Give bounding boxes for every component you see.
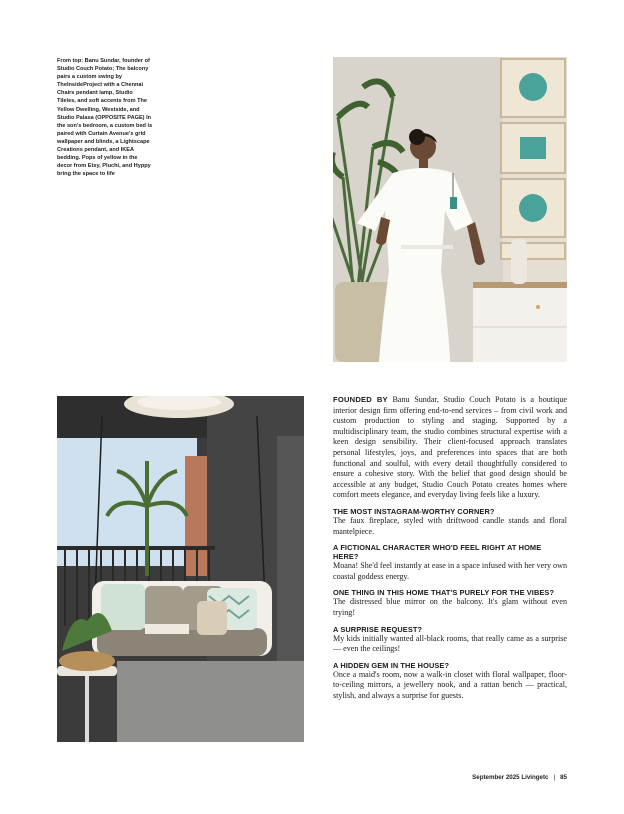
issue-date: September 2025	[472, 774, 520, 781]
question-heading: THE MOST INSTAGRAM-WORTHY CORNER?	[333, 506, 495, 516]
question-heading: ONE THING IN THIS HOME THAT'S PURELY FOR THE VIBES?	[333, 588, 555, 598]
answer-paragraph: Moana! She'd feel instantly at ease in a space infused with her very own coastal goddess energy.	[333, 561, 567, 581]
photo-caption: From top: Banu Sundar, founder of Studio Couch Potato; The balcony pairs a custom swing by TheInsideProject with a Chennai Chairs pendant lamp, Studio Tileles, and soft accents from The Yellow Dwelling, Westside, and Studio Palasa (OPPOSITE PAGE) In the son's bedroom, a custom bed is paired with Curtain Avenue's grid wallpaper and blinds, a Lightscape Creations pendant, and IKEA bedding. Pops of yellow in the decor from Etsy, Pluchi, and Hyppy bring the space to life	[57, 58, 153, 178]
portrait-photo	[333, 57, 567, 362]
footer-separator: |	[553, 774, 556, 781]
lead-label: FOUNDED BY	[333, 395, 388, 404]
wall-art	[501, 59, 565, 259]
question-heading: A SURPRISE REQUEST?	[333, 624, 423, 634]
intro-text: Banu Sundar, Studio Couch Potato is a boutique interior design firm offering end-to-end services – from civil work and custom production to styling and staging. Supported by a multidisciplinary team, the studio combines structural expertise with a keen design sensibility. Their client-focused approach translates personal lifestyles, joys, and preferences into spaces that are both functional and soulful, with every detail thoughtfully considered to ensure a cohesive story. With the belief that good design should be accessible at any budget, Studio Couch Potato creates homes where comfort meets elegance, and everyday living feels like a luxury.	[333, 395, 567, 500]
question-heading: A HIDDEN GEM IN THE HOUSE?	[333, 660, 450, 670]
page-number: 85	[560, 774, 567, 781]
answer-paragraph: The faux fireplace, styled with driftwood candle stands and floral mantelpiece.	[333, 515, 567, 536]
answer-paragraph: Once a maid's room, now a walk-in closet with floral wallpaper, floor-to-ceiling mirrors, a jewellery nook, and a rattan bench — practical, stylish, and always a surprise for guests.	[333, 669, 567, 700]
swing-bench	[92, 581, 272, 656]
answer-paragraph: My kids initially wanted all-black rooms, that really came as a surprise — even the ceilings!	[333, 633, 567, 654]
answer-paragraph: The distressed blue mirror on the balcony. It's glam without even trying!	[333, 597, 567, 617]
article-body	[333, 395, 567, 701]
magazine-name: Livingetc	[521, 774, 549, 781]
question-heading: A FICTIONAL CHARACTER WHO'D FEEL RIGHT AT HOME HERE?	[333, 543, 542, 562]
balcony-photo	[57, 396, 304, 742]
intro-paragraph	[333, 395, 567, 501]
page-footer	[472, 774, 567, 781]
